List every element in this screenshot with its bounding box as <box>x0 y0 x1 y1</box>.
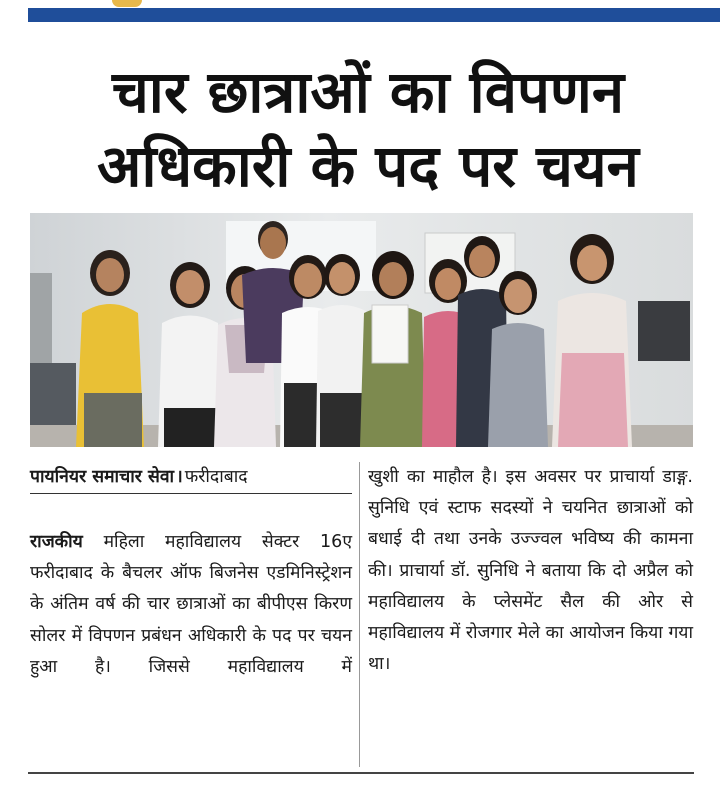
column-divider <box>359 462 360 767</box>
photo-monitor <box>638 301 690 361</box>
article-column-right <box>368 462 693 680</box>
newspaper-top-bar <box>28 8 720 22</box>
masthead-logo-icon <box>112 0 142 7</box>
article-body-left-text: महिला महाविद्यालय सेक्टर 16ए फरीदाबाद के बैचलर ऑफ बिजनेस एडमिनिस्ट्रेशन के अंतिम वर्ष की चार छात्राओं का बीपीएस किरण सोलर में विपणन प्रबंधन अधिकारी के पद पर चयन हुआ है। जिससे महाविद्यालय में <box>30 532 352 677</box>
byline-agency: पायनियर समाचार सेवा <box>30 467 175 487</box>
headline-line-2: अधिकारी के पद पर चयन <box>97 132 639 200</box>
headline-line-1: चार छात्राओं का विपणन <box>111 58 625 126</box>
article-column-left <box>30 462 352 683</box>
article-body-left <box>30 527 352 683</box>
news-photo <box>30 213 693 447</box>
byline <box>30 462 352 494</box>
byline-city: फरीदाबाद <box>184 467 248 487</box>
bottom-rule <box>28 772 694 774</box>
article-body-right: खुशी का माहौल है। इस अवसर पर प्राचार्या डाङ्ग. सुनिधि एवं स्टाफ सदस्यों ने चयनित छात्राओं को बधाई दी तथा उनके उज्ज्वल भविष्य की कामना की। प्राचार्या डॉ. सुनिधि ने बताया कि दो अप्रैल को महाविद्यालय के प्लेसमेंट सैल की ओर से महाविद्यालय में रोजगार मेले का आयोजन किया गया था। <box>368 467 693 675</box>
article-lead-word: राजकीय <box>30 532 83 552</box>
byline-separator: । <box>176 467 183 487</box>
